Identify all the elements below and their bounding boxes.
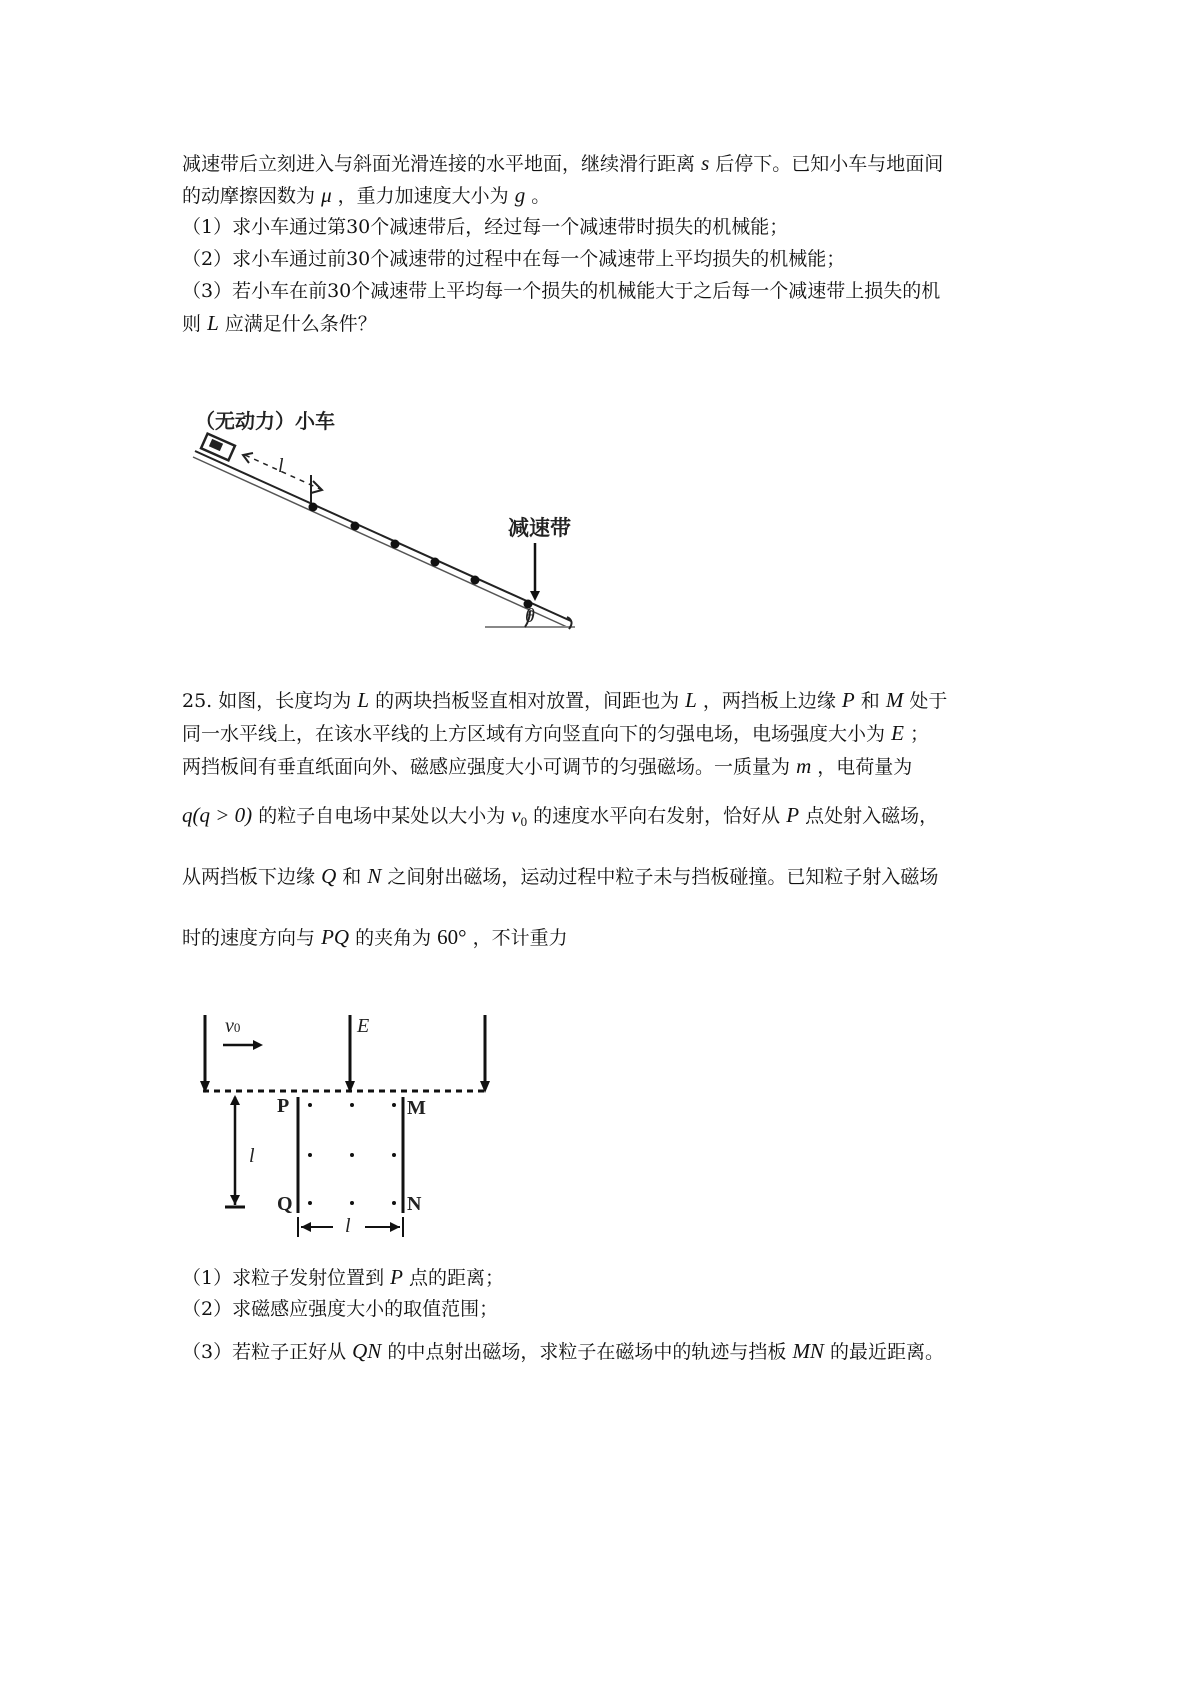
q25-line1: 25. 如图，长度均为 L 的两块挡板竖直相对放置，间距也为 L ，两挡板上边缘 P 和 M 处于 [182, 688, 948, 712]
vertical-l-label: l [249, 1145, 255, 1167]
P-label: P [277, 1095, 290, 1117]
q24-sub2: （2）求小车通过前30个减速带的过程中在每一个减速带上平均损失的机械能； [182, 248, 846, 270]
electric-field-arrow [200, 1015, 490, 1093]
v0-label: v0 [225, 1015, 241, 1037]
incline-diagram [185, 395, 595, 635]
q24-line2: 的动摩擦因数为 μ ，重力加速度大小为 g 。 [182, 183, 551, 207]
spacing-label: l [278, 455, 284, 477]
q25-sub3: （3）若粒子正好从 QN 的中点射出磁场，求粒子在磁场中的轨迹与挡板 MN 的最近距离。 [182, 1339, 944, 1363]
speed-bump [471, 576, 480, 585]
var-mu: μ [321, 183, 332, 207]
field-diagram [195, 1005, 505, 1240]
N-label: N [407, 1193, 422, 1215]
q25-line5: 从两挡板下边缘 Q 和 N 之间射出磁场，运动过程中粒子未与挡板碰撞。已知粒子射入磁场 [182, 864, 939, 888]
E-label: E [357, 1015, 370, 1037]
q24-line1: 减速带后立刻进入与斜面光滑连接的水平地面，继续滑行距离 s 后停下。已知小车与地面间 [182, 151, 944, 175]
car-label: （无动力）小车 [195, 409, 335, 433]
vertical-dimension [225, 1095, 245, 1207]
var-g: g [514, 183, 526, 207]
var-v0: $v_0$ [511, 803, 528, 829]
q24-sub3-line1: （3）若小车在前30个减速带上平均每一个损失的机械能大于之后每一个减速带上损失的机 [182, 280, 941, 302]
charge-condition: q(q > 0) [182, 803, 253, 827]
q25-sub2: （2）求磁感应强度大小的取值范围； [182, 1298, 499, 1320]
angle-label: θ [525, 605, 535, 627]
q25-line3: 两挡板间有垂直纸面向外、磁感应强度大小可调节的匀强磁场。一质量为 m ，电荷量为 [182, 754, 913, 778]
incline-figure [185, 395, 595, 635]
speed-bump [351, 522, 360, 531]
horizontal-l-label: l [345, 1215, 351, 1237]
speed-bump [431, 558, 440, 567]
q25-line4: q(q > 0) 的粒子自电场中某处以大小为 $v_0$ 的速度水平向右发射，恰好从 P 点处射入磁场， [182, 803, 939, 829]
M-label: M [407, 1097, 426, 1119]
speed-bump [391, 540, 400, 549]
q25-line6: 时的速度方向与 PQ 的夹角为 60° ，不计重力 [182, 925, 568, 949]
speed-bump-label: 减速带 [508, 516, 571, 540]
velocity-arrow [223, 1040, 263, 1050]
q25-sub1: （1）求粒子发射位置到 P 点的距离； [182, 1265, 505, 1289]
var-L: L [207, 311, 219, 335]
magnetic-field-dots [308, 1103, 396, 1205]
speed-bump [309, 503, 318, 512]
q24-sub3-line2: 则 L 应满足什么条件？ [182, 311, 377, 335]
Q-label: Q [277, 1193, 293, 1215]
q25-line2: 同一水平线上，在该水平线的上方区域有方向竖直向下的匀强电场，电场强度大小为 E ； [182, 721, 929, 745]
var-s: s [701, 151, 710, 175]
incline-surface [195, 451, 571, 621]
field-figure [195, 1005, 505, 1240]
question-number: 25. [182, 690, 213, 712]
q24-sub1: （1）求小车通过第30个减速带后，经过每一个减速带时损失的机械能； [182, 216, 789, 238]
